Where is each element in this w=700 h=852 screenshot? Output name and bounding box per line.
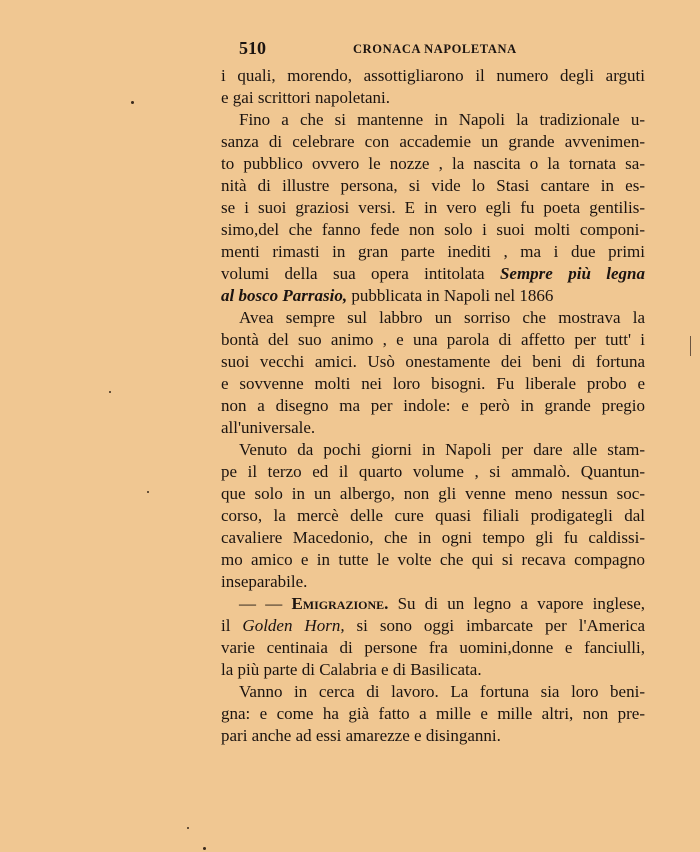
section-heading: Emigrazione. (291, 594, 389, 613)
text-line: mo amico e in tutte le volte che qui si recava compagno (221, 550, 645, 569)
margin-mark (690, 336, 691, 356)
text-line: i quali, morendo, assottigliarono il numero degli arguti (221, 66, 645, 85)
text-line: sanza di celebrare con accademie un grande avvenimen- (221, 132, 645, 151)
dash: — — (239, 594, 283, 613)
text-line: que solo in un albergo, non gli venne meno nessun soc- (221, 484, 645, 503)
book-title: al bosco Parrasio, (221, 286, 348, 305)
text-run: si sono oggi imbarcate per l'America (356, 616, 646, 635)
text-line: se i suoi graziosi versi. E in vero egli fu poeta gentilis- (221, 198, 645, 217)
text-line: varie centinaia di persone fra uomini,donne e fanciulli, (221, 638, 645, 657)
text-line (221, 285, 645, 307)
text-line: pari anche ad essi amarezze e disinganni. (221, 726, 501, 745)
page-header (221, 38, 645, 62)
text-line: all'universale. (221, 418, 316, 437)
body-text (221, 65, 645, 747)
text-line (221, 593, 645, 615)
text-line: corso, la mercè delle cure quasi filiali prodigategli dal (221, 506, 645, 525)
text-run: il (221, 616, 231, 635)
print-speck (203, 847, 206, 850)
text-line (221, 615, 645, 637)
text-line: nità di illustre persona, si vide lo Stasi cantare in es- (221, 176, 645, 195)
text-line: suoi vecchi amici. Usò onestamente dei beni di fortuna (221, 352, 645, 371)
text-line: e gai scrittori napoletani. (221, 88, 390, 107)
text-line: bontà del suo animo , e una parola di affetto per tutt' i (221, 330, 645, 349)
text-line: Fino a che si mantenne in Napoli la tradizionale u- (239, 110, 645, 129)
print-speck (109, 391, 111, 393)
text-line: simo,del che fanno fede non solo i suoi molti componi- (221, 220, 645, 239)
ship-name: Golden Horn, (242, 616, 345, 635)
text-line: Venuto da pochi giorni in Napoli per dare alle stam- (239, 440, 645, 459)
print-speck (147, 491, 149, 493)
text-line: to pubblico ovvero le nozze , la nascita o la tornata sa- (221, 154, 645, 173)
text-line: pe il terzo ed il quarto volume , si ammalò. Quantun- (221, 462, 645, 481)
text-line: gna: e come ha già fatto a mille e mille altri, non pre- (221, 704, 645, 723)
text-line: non a disegno ma per indole: e però in grande pregio (221, 396, 645, 415)
text-line: cavaliere Macedonio, che in ogni tempo gli fu caldissi- (221, 528, 645, 547)
text-line: Avea sempre sul labbro un sorriso che mostrava la (239, 308, 645, 327)
text-line: Vanno in cerca di lavoro. La fortuna sia loro beni- (239, 682, 645, 701)
text-run: Su di un legno a vapore inglese, (397, 594, 646, 613)
running-title: CRONACA NAPOLETANA (353, 42, 517, 56)
print-speck (187, 827, 189, 829)
page-number: 510 (239, 38, 266, 58)
text-line: inseparabile. (221, 572, 308, 591)
book-title: Sempre più legna (499, 264, 645, 283)
text-line: menti rimasti in gran parte inediti , ma i due primi (221, 242, 645, 261)
text-line (221, 263, 645, 285)
text-line: la più parte di Calabria e di Basilicata. (221, 660, 482, 679)
text-line: e sovvenne molti nei loro bisogni. Fu liberale probo e (221, 374, 645, 393)
text-run: pubblicata in Napoli nel 1866 (351, 286, 554, 305)
print-speck (131, 101, 134, 104)
text-run: volumi della sua opera intitolata (221, 264, 485, 283)
